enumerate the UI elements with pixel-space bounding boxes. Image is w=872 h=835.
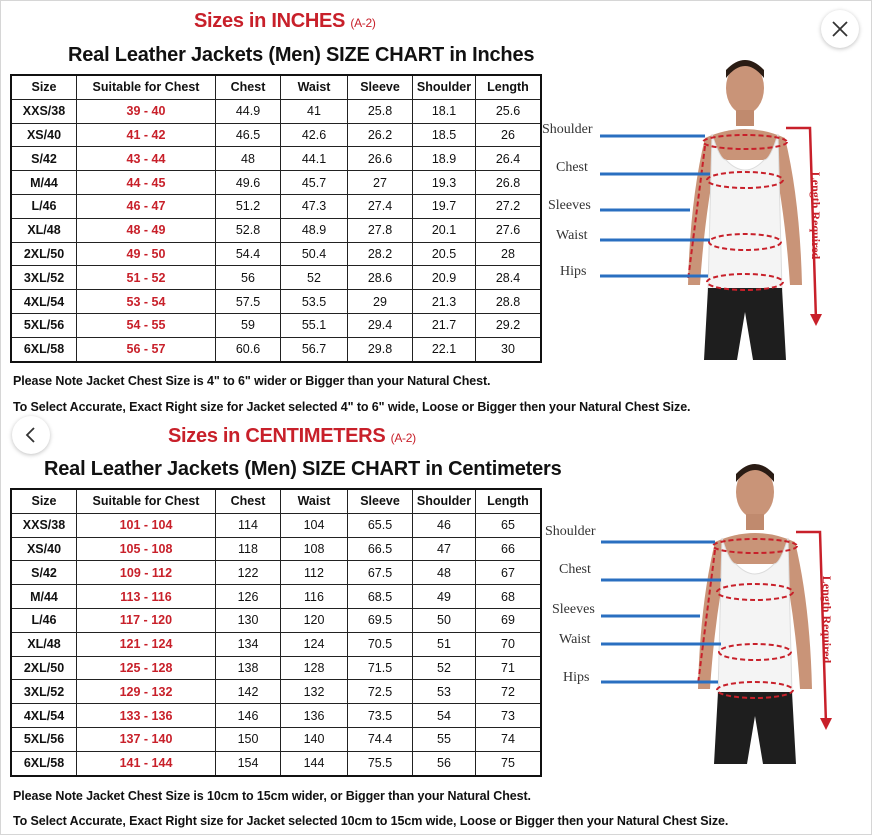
suitable-chest-cell: 109 - 112 [77, 561, 216, 585]
measure-cell: 75.5 [348, 751, 413, 775]
size-cell: 4XL/54 [11, 290, 77, 314]
suitable-chest-cell: 39 - 40 [77, 99, 216, 123]
measure-cell: 70 [476, 632, 542, 656]
length-arrow [820, 718, 832, 730]
measure-cell: 27.8 [348, 218, 413, 242]
measure-cell: 66 [476, 537, 542, 561]
size-cell: XS/40 [11, 123, 77, 147]
measure-cell: 28.6 [348, 266, 413, 290]
suitable-chest-cell: 53 - 54 [77, 290, 216, 314]
cm-title: Real Leather Jackets (Men) SIZE CHART in Centimeters [44, 458, 562, 480]
measure-cell: 108 [281, 537, 348, 561]
suitable-chest-cell: 141 - 144 [77, 751, 216, 775]
size-cell: XS/40 [11, 537, 77, 561]
table-row [11, 680, 541, 704]
measure-cell: 67.5 [348, 561, 413, 585]
table-row [11, 290, 541, 314]
size-cell: S/42 [11, 561, 77, 585]
suitable-chest-cell: 54 - 55 [77, 313, 216, 337]
column-header: Sleeve [348, 489, 413, 513]
suitable-chest-cell: 105 - 108 [77, 537, 216, 561]
size-cell: XXS/38 [11, 99, 77, 123]
suitable-chest-cell: 56 - 57 [77, 337, 216, 361]
measure-cell: 42.6 [281, 123, 348, 147]
size-cell: XL/48 [11, 632, 77, 656]
measure-cell: 50 [413, 608, 476, 632]
measure-cell: 73 [476, 704, 542, 728]
label-sleeves: Sleeves [548, 198, 591, 213]
cm-note-2: To Select Accurate, Exact Right size for Jacket selected 10cm to 15cm wide, Loose or Bigger then your Natural Chest Size. [13, 814, 729, 828]
table-row [11, 632, 541, 656]
measure-cell: 126 [216, 585, 281, 609]
measure-cell: 74 [476, 727, 542, 751]
table-row [11, 608, 541, 632]
size-cell: M/44 [11, 171, 77, 195]
cm-size-table [10, 488, 542, 777]
measure-cell: 29.4 [348, 313, 413, 337]
measure-cell: 118 [216, 537, 281, 561]
measure-cell: 52 [413, 656, 476, 680]
label-shoulder: Shoulder [542, 122, 593, 137]
measure-cell: 19.7 [413, 194, 476, 218]
suitable-chest-cell: 43 - 44 [77, 147, 216, 171]
measure-cell: 27.6 [476, 218, 542, 242]
measure-cell: 55.1 [281, 313, 348, 337]
measure-cell: 72.5 [348, 680, 413, 704]
measure-cell: 69 [476, 608, 542, 632]
inches-heading-text: Sizes in INCHES [194, 10, 346, 32]
inches-measurement-figure [540, 50, 850, 370]
measure-cell: 25.6 [476, 99, 542, 123]
cm-heading [168, 425, 416, 448]
measure-cell: 130 [216, 608, 281, 632]
measure-cell: 21.7 [413, 313, 476, 337]
column-header: Suitable for Chest [77, 489, 216, 513]
size-cell: S/42 [11, 147, 77, 171]
measure-cell: 65.5 [348, 513, 413, 537]
measure-cell: 122 [216, 561, 281, 585]
measure-cell: 72 [476, 680, 542, 704]
table-row [11, 513, 541, 537]
measure-cell: 20.5 [413, 242, 476, 266]
size-cell: L/46 [11, 194, 77, 218]
table-row [11, 218, 541, 242]
table-row [11, 266, 541, 290]
suitable-chest-cell: 113 - 116 [77, 585, 216, 609]
measure-cell: 26.4 [476, 147, 542, 171]
measure-cell: 67 [476, 561, 542, 585]
column-header: Suitable for Chest [77, 75, 216, 99]
label-waist: Waist [556, 228, 588, 243]
suitable-chest-cell: 49 - 50 [77, 242, 216, 266]
measure-cell: 73.5 [348, 704, 413, 728]
table-row [11, 242, 541, 266]
measure-cell: 46 [413, 513, 476, 537]
measure-cell: 142 [216, 680, 281, 704]
measure-cell: 138 [216, 656, 281, 680]
label-chest: Chest [556, 160, 588, 175]
column-header: Sleeve [348, 75, 413, 99]
size-cell: 6XL/58 [11, 337, 77, 361]
label-sleeves: Sleeves [552, 602, 595, 617]
suitable-chest-cell: 137 - 140 [77, 727, 216, 751]
size-cell: XXS/38 [11, 513, 77, 537]
measure-cell: 51.2 [216, 194, 281, 218]
measure-cell: 55 [413, 727, 476, 751]
measure-cell: 75 [476, 751, 542, 775]
measure-cell: 136 [281, 704, 348, 728]
table-row [11, 147, 541, 171]
suitable-chest-cell: 48 - 49 [77, 218, 216, 242]
measure-cell: 48 [413, 561, 476, 585]
measure-cell: 68.5 [348, 585, 413, 609]
column-header: Chest [216, 75, 281, 99]
size-cell: 5XL/56 [11, 313, 77, 337]
measure-cell: 47.3 [281, 194, 348, 218]
suitable-chest-cell: 121 - 124 [77, 632, 216, 656]
measure-cell: 154 [216, 751, 281, 775]
measure-cell: 71 [476, 656, 542, 680]
cm-heading-code: (A-2) [390, 431, 416, 445]
size-cell: 2XL/50 [11, 656, 77, 680]
measure-cell: 44.9 [216, 99, 281, 123]
measure-cell: 44.1 [281, 147, 348, 171]
measure-cell: 19.3 [413, 171, 476, 195]
table-row [11, 171, 541, 195]
measure-cell: 18.1 [413, 99, 476, 123]
measure-cell: 48.9 [281, 218, 348, 242]
measure-cell: 140 [281, 727, 348, 751]
measure-cell: 70.5 [348, 632, 413, 656]
measure-cell: 54 [413, 704, 476, 728]
suitable-chest-cell: 44 - 45 [77, 171, 216, 195]
size-cell: 6XL/58 [11, 751, 77, 775]
measure-cell: 112 [281, 561, 348, 585]
suitable-chest-cell: 117 - 120 [77, 608, 216, 632]
column-header: Size [11, 75, 77, 99]
previous-image-button[interactable] [12, 416, 50, 454]
trousers [704, 288, 786, 360]
measure-cell: 28.4 [476, 266, 542, 290]
measure-cell: 20.1 [413, 218, 476, 242]
measure-cell: 116 [281, 585, 348, 609]
cm-measurement-figure [543, 452, 853, 772]
measure-cell: 28.2 [348, 242, 413, 266]
column-header: Shoulder [413, 489, 476, 513]
measure-cell: 114 [216, 513, 281, 537]
suitable-chest-cell: 41 - 42 [77, 123, 216, 147]
table-row [11, 561, 541, 585]
label-shoulder: Shoulder [545, 524, 596, 539]
suitable-chest-cell: 125 - 128 [77, 656, 216, 680]
close-icon [830, 19, 850, 39]
measure-cell: 65 [476, 513, 542, 537]
table-row [11, 751, 541, 775]
table-row [11, 704, 541, 728]
measure-cell: 27.4 [348, 194, 413, 218]
measure-cell: 18.5 [413, 123, 476, 147]
measure-cell: 21.3 [413, 290, 476, 314]
measure-cell: 56 [216, 266, 281, 290]
size-cell: 3XL/52 [11, 680, 77, 704]
measure-cell: 41 [281, 99, 348, 123]
measure-cell: 120 [281, 608, 348, 632]
measure-cell: 150 [216, 727, 281, 751]
measure-cell: 68 [476, 585, 542, 609]
label-chest: Chest [559, 562, 591, 577]
label-hips: Hips [560, 264, 587, 279]
measure-cell: 66.5 [348, 537, 413, 561]
table-row [11, 194, 541, 218]
cm-heading-text: Sizes in CENTIMETERS [168, 425, 386, 447]
column-header: Length [476, 489, 542, 513]
measure-cell: 20.9 [413, 266, 476, 290]
table-row [11, 727, 541, 751]
column-header: Waist [281, 489, 348, 513]
column-header: Shoulder [413, 75, 476, 99]
inches-size-table [10, 74, 542, 363]
measure-cell: 56.7 [281, 337, 348, 361]
measure-cell: 146 [216, 704, 281, 728]
neck [736, 110, 754, 126]
label-length-required: Length Required [820, 575, 835, 664]
size-cell: 4XL/54 [11, 704, 77, 728]
table-row [11, 337, 541, 361]
table-row [11, 123, 541, 147]
measure-cell: 48 [216, 147, 281, 171]
size-cell: M/44 [11, 585, 77, 609]
size-cell: 5XL/56 [11, 727, 77, 751]
column-header: Chest [216, 489, 281, 513]
chevron-left-icon [23, 425, 39, 445]
measure-cell: 132 [281, 680, 348, 704]
measure-cell: 47 [413, 537, 476, 561]
measure-cell: 128 [281, 656, 348, 680]
size-cell: L/46 [11, 608, 77, 632]
measure-cell: 50.4 [281, 242, 348, 266]
measure-cell: 30 [476, 337, 542, 361]
table-header-row [11, 489, 541, 513]
suitable-chest-cell: 51 - 52 [77, 266, 216, 290]
neck [746, 514, 764, 530]
table-header-row [11, 75, 541, 99]
measure-cell: 26.2 [348, 123, 413, 147]
measure-cell: 18.9 [413, 147, 476, 171]
column-header: Waist [281, 75, 348, 99]
measure-cell: 49.6 [216, 171, 281, 195]
measure-cell: 51 [413, 632, 476, 656]
inches-note-1: Please Note Jacket Chest Size is 4" to 6" wider or Bigger than your Natural Chest. [13, 374, 491, 388]
measure-cell: 28.8 [476, 290, 542, 314]
measure-cell: 52.8 [216, 218, 281, 242]
close-button[interactable] [821, 10, 859, 48]
size-cell: 3XL/52 [11, 266, 77, 290]
label-hips: Hips [563, 670, 590, 685]
label-length-required: Length Required [809, 171, 824, 260]
measure-cell: 124 [281, 632, 348, 656]
table-row [11, 585, 541, 609]
inches-heading [194, 10, 376, 33]
measure-cell: 57.5 [216, 290, 281, 314]
suitable-chest-cell: 133 - 136 [77, 704, 216, 728]
measure-cell: 29 [348, 290, 413, 314]
table-row [11, 656, 541, 680]
measure-cell: 45.7 [281, 171, 348, 195]
measure-cell: 134 [216, 632, 281, 656]
cm-note-1: Please Note Jacket Chest Size is 10cm to 15cm wider, or Bigger than your Natural Chest. [13, 789, 531, 803]
length-arrow [810, 314, 822, 326]
measure-cell: 59 [216, 313, 281, 337]
inches-note-2: To Select Accurate, Exact Right size for Jacket selected 4" to 6" wide, Loose or Bigger then your Natural Chest Size. [13, 400, 691, 414]
measure-cell: 29.2 [476, 313, 542, 337]
column-header: Length [476, 75, 542, 99]
size-cell: 2XL/50 [11, 242, 77, 266]
table-row [11, 99, 541, 123]
suitable-chest-cell: 101 - 104 [77, 513, 216, 537]
measure-cell: 71.5 [348, 656, 413, 680]
measure-cell: 46.5 [216, 123, 281, 147]
measure-cell: 26.8 [476, 171, 542, 195]
measure-cell: 104 [281, 513, 348, 537]
table-row [11, 313, 541, 337]
suitable-chest-cell: 129 - 132 [77, 680, 216, 704]
inches-heading-code: (A-2) [350, 16, 376, 30]
size-cell: XL/48 [11, 218, 77, 242]
measure-cell: 49 [413, 585, 476, 609]
measure-cell: 60.6 [216, 337, 281, 361]
measure-cell: 29.8 [348, 337, 413, 361]
measure-cell: 53.5 [281, 290, 348, 314]
measure-cell: 26 [476, 123, 542, 147]
measure-cell: 52 [281, 266, 348, 290]
measure-cell: 53 [413, 680, 476, 704]
measure-cell: 144 [281, 751, 348, 775]
trousers [714, 692, 796, 764]
measure-cell: 54.4 [216, 242, 281, 266]
measure-cell: 26.6 [348, 147, 413, 171]
column-header: Size [11, 489, 77, 513]
measure-cell: 56 [413, 751, 476, 775]
measure-cell: 69.5 [348, 608, 413, 632]
measure-cell: 28 [476, 242, 542, 266]
measure-cell: 27.2 [476, 194, 542, 218]
measure-cell: 25.8 [348, 99, 413, 123]
measure-cell: 22.1 [413, 337, 476, 361]
measure-cell: 74.4 [348, 727, 413, 751]
measure-cell: 27 [348, 171, 413, 195]
inches-title: Real Leather Jackets (Men) SIZE CHART in Inches [68, 44, 535, 66]
suitable-chest-cell: 46 - 47 [77, 194, 216, 218]
table-row [11, 537, 541, 561]
label-waist: Waist [559, 632, 591, 647]
